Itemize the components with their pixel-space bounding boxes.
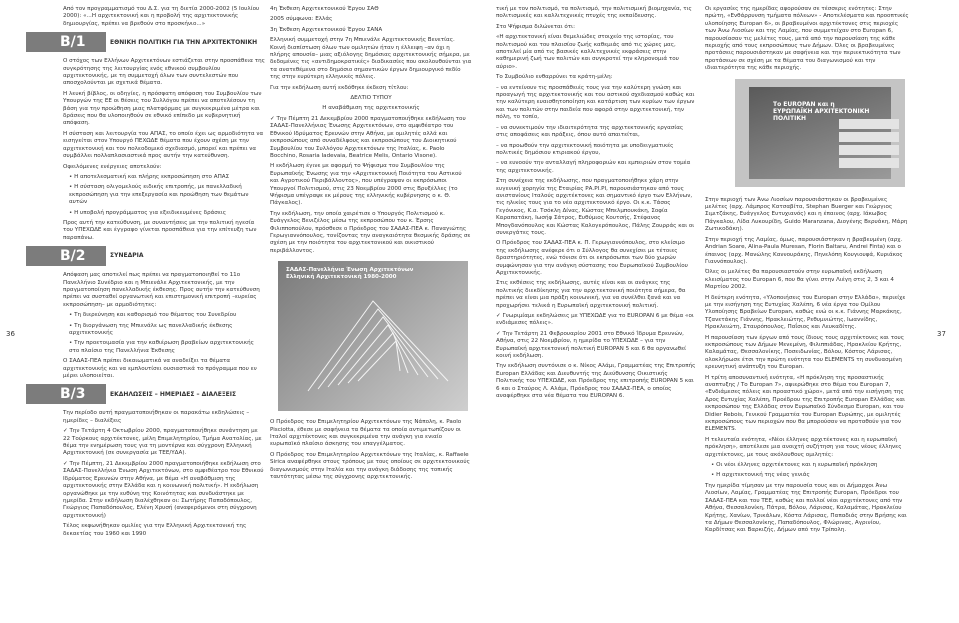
paragraph: Οι εργασίες της ημερίδας αφορούσαν σε τέσσερις ενότητες: Στην πρώτη, «Ενθάρρυνση τμήματα πόλεων» - Αποτελέσματα και προοπτικές υλοποίησης Europan 6», οι βραβευμένοι αρχιτέκτονες στις περιοχές των Άνω Λιοσίων και της Λαμίας, που συμμετείχαν στο Europan 6, παρουσίασαν τις μελέτες τους, μετά από την παρουσίαση της κάθε περιοχής από τους εκπροσώπους των Δήμων. Όλες οι βραβευμένες προτάσεις παρουσιάστηκαν με σαφήνεια και την περιεκτικότητα των προτάσεων σε σχέση με τα θέματα του διαγωνισμού και την ιδιαιτερότητα της κάθε περιοχής. [705,6,909,72]
bullet-item: • Οι νέοι έλληνες αρχιτέκτονες και η ευρωπαϊκή πρόκληση [711,462,878,469]
booklet-tile [839,119,899,129]
paragraph: Η τρίτη αποσυναντική ενότητα, «Η πρόκληση της προσαστικής αναπτυξης / Το Europan 7», αφιερώθηκε στο θέμα του Europan 7, «Ενδιάμεσες πόλεις και προαστικό χώρο», μετά από την εισήγηση της Δρος Ευτυχίας Χαλέπη, Προέδρου της Επιτροπής Europan Ελλάδας και εκπροσώπου της Ελλάδας στον Ευρωπαϊκό Σύνδεσμο Europan, και του Didier Rebois, Γενικού Γραμματέα του Europan Ευρώπης, με ομιλητές εκπροσώπους των περιοχών που θα μπορούσαν να προταθούν για τον ELEMENTS. [705,374,905,433]
booklet-tile [839,158,899,168]
paragraph: Η παρουσίαση των έργων από τους ίδιους τους αρχιτέκτονες και τους εκπροσώπους των Δήμων Μενεμένη, Φιλιππιάδας, Ηρακλείου Κρήτης, Καλαμάτας, Θεσσαλονίκης, Ποσειδωνίας, Βόλου, Κόστος Λάρισας, ολοκλήρωσε έτσι την πρώτη ενότητα του ELEMENTS τη συνδυασμένη ερευνητική ανάπτυξη του Europan. [705,334,905,371]
paragraph: Οφειλόμενες ενέργειες αποτελούν: [63,163,162,170]
paragraph: Την εκδήλωση συντόνισε ο κ. Νίκος Αλάμι, Γραμματέας της Επιτροπής Europan Ελλάδας και Διευθυντής της Διεύθυνσης Οικιστικής Πολιτικής του ΥΠΕΧΩΔΕ, και Πρόεδρος της επιτροπής EUROPAN 5 και 6 και ο Σταύρος Λ. Αλάμι, Πρόεδρος του ΣΑΔΑΣ-ΠΕΑ, ο οποίος αναφέρθηκε στα νέα θέματα του EUROPAN 6. [496,363,696,400]
section-b2-tag: B/2 [26,246,106,266]
bullet-item: • Η αρχιτεκτονική της νέας γενιάς [711,472,810,479]
paragraph: Η σύσταση και λειτουργία του ΑΠΑΣ, το οποίο έχει ως αρμοδιότητα να εισηγείται στον Υπουργό ΠΕΧΩΔΕ θέματα που έχουν σχέση με την αρχιτεκτονική και τον πολεοδομικό σχεδιασμό, μπορεί και πρέπει να συμβάλλει πολλαπλασιαστικά προς αυτήν την κατεύθυνση. [63,130,264,160]
booklet-title: Το EUROPAN και η [773,100,835,108]
poster-caption-2: Ελληνική Αρχιτεκτονική 1980-2000 [286,274,397,281]
section-b1-title: ΕΘΝΙΚΗ ΠΟΛΙΤΙΚΗ ΓΙΑ ΤΗΝ ΑΡΧΙΤΕΚΤΟΝΙΚΗ [110,38,258,46]
paragraph: Την περίοδο αυτή πραγματοποιήθηκαν οι παρακάτω εκδηλώσεις – ημερίδες – διαλέξεις [63,410,250,424]
press-release-heading: ΔΕΛΤΙΟ ΤΥΠΟΥ [350,95,392,102]
press-release-subtitle: Η αναβάθμιση της αρχιτεκτονικής [322,105,420,112]
bullet-item: • Τη διοργάνωση της Μπιενάλε ως πανελλαδικής έκθεσης αρχιτεκτονικής [69,322,233,336]
column-1 [60,6,266,618]
page-number-right: 37 [937,330,946,338]
booklet-subtitle: ΕΥΡΩΠΑΪΚΗ ΑΡΧΙΤΕΚΤΟΝΙΚΗ ΠΟΛΙΤΙΚΗ [773,108,870,123]
check-item: ✓ Την Πέμπτη 21 Δεκεμβρίου 2000 πραγματοποιήθηκε εκδήλωση του ΣΑΔΑΣ-Πανελλήνιας Ένωσης Αρχιτεκτόνων, στο αμφιθέατρο του Εθνικού Ιδρύματος Ερευνών στην Αθήνα, με ομιλητές αλλά και εκπροσώπους από συναδέλφους και εκπροσώπους του Διοικητικού Συμβουλίου του Συλλόγου Αρχιτεκτόνων της Ιταλίας, κ. Paolo Bocchino, Rosaria Iadevaia, Beatrice Melis, Ontario Visone). [270,115,466,159]
paragraph: Ο ΣΑΔΑΣ-ΠΕΑ πρέπει δικαιωματικά να αναδείξει τα θέματα αρχιτεκτονικής και να εμπλουτίσει ουσιαστικά το πρόγραμμα που εν μέρει υλοποιείται. [63,358,257,380]
paragraph: Η λευκή βίβλος, οι οδηγίες, η πρόσφατη απόφαση του Συμβουλίου των Υπουργών της ΕΕ οι θέσεις του Συλλόγου πρέπει να αποτελέσουν τη βάση για την προώθηση μιας πλατφόρμας με συγκεκριμένα μέτρα και δράσεις που θα υλοποιηθούν σε εθνικό επίπεδο με κυβερνητική απόφαση. [63,90,262,127]
poster-graphic [278,261,468,411]
dash-item: – να ευνοούν την ανταλλαγή πληροφοριών και εμπειριών στον τομέα της αρχιτεκτονικής. [496,160,691,174]
quote: «Η αρχιτεκτονική είναι θεμελιώδες στοιχείο της ιστορίας, του πολιτισμού και του πλαισίου ζωής καθεμιάς από τις χώρες μας, αποτελεί μία από τις βασικές καλλιτεχνικές εκφράσεις στην καθημερινή ζωή των πολιτών και συγκροτεί την κληρονομιά του αύριο». [496,34,679,70]
bullet-item: • Η υποβολή προγράμματος για εξειδικευμένες δράσεις [69,209,227,216]
intro-quote: Από τον προγραμματισμό του Δ.Σ. για τη διετία 2000-2002 (5 Ιουλίου 2000): «...Η αρχιτεκτονική και η προβολή της αρχιτεκτονικής δημιουργίας, πρέπει να βρεθούν στο προσκήνιο...» [63,6,260,27]
paragraph: Όλες οι μελέτες θα παρουσιαστούν στην ευρωπαϊκή εκδήλωση κλεισίματος του Europan 6, που θα γίνει στην Λιέγη στις 2, 3 και 4 Μαρτίου 2002. [705,269,894,291]
paragraph: Την εκδήλωση, την οποία χαιρέτισε ο Υπουργός Πολιτισμού κ. Ευάγγελος Βενιζέλος μέσω της εκπροσώπου του κ. Έρσης Φιλιπποπούλου, πρόσθεσε ο Πρόεδρος του ΣΑΔΑΣ-ΠΕΑ κ. Παναγιώτης Γερωγιαννόπουλος, τονίζοντας την αναγκαιότητα θεσμικής δράσης σε σχέση με την ποιότητα του αρχιτεκτονικού και οικιστικού περιβάλλοντος. [270,210,471,254]
bullet-item: • Η αποτελεσματική και πλήρης εκπροσώπηση στο ΑΠΑΣ [69,173,230,180]
paragraph: Στην περιοχή της Λαμίας, όμως, παρουσιάστηκαν η βραβευμένη (αρχ. Andrian Soare, Alina-Paula Muresan, Florin Baltaru, Andrei Finta) και ο έπαινος (αρχ. Μανώλης Καννουράκης, Πηνελόπη Κουγιουφά, Κυριάκος Γιαννόπουλος). [705,236,903,265]
line: 2005 σύμφωνα: Ελλάς [270,16,333,23]
bullet-item: • Τη διερεύνηση και καθορισμό του θέματος του Συνεδρίου [69,312,237,319]
paragraph: Για την εκδήλωση αυτή εκδόθηκε έκδεση τίτλου: [270,84,409,91]
paragraph: Η εκδήλωση έγινε με αφορμή το Ψήφισμα του Συμβουλίου της Ευρωπαϊκής Ένωσης για την «Αρχιτεκτονική Ποιότητα του Αστικού και Αγροτικού Περιβάλλοντος», που υπέγραψαν οι εκπρόσωποι Υπουργοί Πολιτισμού, στις 23 Νοεμβρίου 2000 στις Βρυξέλλες (το Ψήφισμα υπέγραψε εκ μέρους της ελληνικής κυβέρνησης ο κ. Θ. Πάγκαλος). [270,163,462,207]
paragraph: τική με τον πολιτισμό, τα πολιτισμό, την πολιτισμική βιομηχανία, τις πολιτισμικές και καλλιτεχνικές πτυχές της εκπαίδευσης. [496,6,692,20]
check-item: ✓ Την Πέμπτη, 21 Δεκεμβρίου 2000 πραγματοποιήθηκε εκδήλωση στο ΣΑΔΑΣ-Πανελλήνια Ένωση Αρχιτεκτόνων, στο αμφιθέατρο του Εθνικού Ιδρύματος Ερευνών στην Αθήνα, με θέμα «Η αναβάθμιση της αρχιτεκτονικής στην Ελλάδα και η κοινωνική πολιτική». Η εκδήλωση οργανώθηκε με την ευθύνη της Κοινότητας και συνδυάστηκε με ημερίδα. Στην εκδήλωση διαλέχθηκαν οι: Σωτήρης Παπαδόπουλος, Γεώργιος Παπαδόπουλος, Ελένη Χρυσή (αναφερόμενοι στη σύγχρονη αρχιτεκτονική) [63,460,264,519]
page-number-left: 36 [6,330,15,338]
section-b2-title: ΣΥΝΕΔΡΙΑ [110,252,144,260]
section-b1-header [60,32,266,52]
column-2 [270,6,472,618]
dash-item: – να προωθούν την αρχιτεκτονική ποιότητα με υποδειγματικές πολιτικές δημόσιου κτιριακού έργου, [496,142,674,156]
booklet-tile [839,145,899,155]
paragraph: Ο στόχος των Ελλήνων Αρχιτεκτόνων εστιάζεται στην προσπάθεια της συγκρότησης της λειτουργίας ενός εθνικού συμβουλίου αρχιτεκτονικής, με τη συμμετοχή όλων των συντελεστών που αποσχολούνται με σχετικά θέματα. [63,58,265,87]
dash-item: – να συνεκτιμούν την ιδιαιτερότητα της αρχιτεκτονικής εργασίας στις αποφάσεις και πράξεις, όπου αυτό απαιτείται, [496,124,684,139]
check-item: ✓ Την Τετάρτη 4 Οκτωβρίου 2000, πραγματοποιήθηκε συνάντηση με 22 Τούρκους αρχιτέκτονες, μέλη Επιμελητηρίου, Τμήμα Ανατολίας, με θέμα την ενημέρωση τους για τη μοντέρνα και σύγχρονη Ελληνική Αρχιτεκτονική (σε συνεργασία με ΤΕΕ/ΥΔΑ). [63,428,262,457]
bullet-item: • Η σύσταση ολιγομελούς ειδικής επιτροπής, με πανελλαδική εκπροσώπηση για την επεξεργασία και προώθηση των θεμάτων αυτών [69,184,249,206]
section-b3-header [60,384,266,404]
paragraph: Ο Πρόεδρος του Επιμελητηρίου Αρχιτεκτόνων της Ιταλίας, κ. Raffaele Sirica αναφέρθηκε στους τρόπους με τους οποίους σε αρχιτεκτονικούς διαγωνισμούς στην Ιταλία και την ανάγκη διάδοσης της τοπικής ταυτότητας μέσω της σύγχρονης αρχιτεκτονικής. [270,451,470,481]
paragraph: Στο Ψήφισμα διλώνεται ότι: [496,23,575,30]
column-4 [705,6,909,618]
dash-item: – να εντείνουν τις προσπάθειές τους για την καλύτερη γνώση και προαγωγή της αρχιτεκτονικής και του αστικού σχεδιασμού καθώς και την καλύτερη ευαισθητοποίηση και κατάρτιση των κυρίων των έργων και των πολιτών στην παιδεία που αφορά στην αρχιτεκτονική, την πόλη, το τοπίο, [496,84,695,121]
section-b3-tag: B/3 [26,384,106,404]
check-item: ✓ Γνωριμίαμε εκδηλώσεις με ΥΠΕΧΩΔΕ για το EUROPAN 6 με θέμα «οι ενδιάμεσες πόλεις». [496,313,694,327]
poster-caption-1: ΣΑΔΑΣ-Πανελλήνια Ένωση Αρχιτεκτόνων [286,267,414,274]
paragraph: Την ημερίδα τίμησαν με την παρουσία τους και οι Δήμαρχοι Άνω Λιοσίων, Λαμίας, Γραμματέας της Επιτροπής Europan, Πρόεδροι του ΣΑΔΑΣ-ΠΕΑ και του ΤΕΕ, καθώς και πολλοί νέοι αρχιτέκτονες από την Αθήνα, Θεσσαλονίκη, Πάτρα, Βόλου, Λάρισας, Καλαμάτας, Ηρακλείου Κρήτης, Χανίων, Τρικάλων, Κόστα Λάρισας, Παπαδιάς στην Βρήσης και τα Δήμων Θεσσαλονίκης, Παπαδόπουλος, Φλώρινας, Αγρινίου, Καρδίτσας και Βαρκιζής, Δήμων από την Τρίπολη. [705,482,907,534]
booklet-tile [839,132,899,142]
paragraph: Στις εκθέσεις της εκδήλωσης, αυτές είναι και οι ανάγκες της πολιτικής διεκδίκησης για την αρχιτεκτονική ποιότητα σήμερα, θα πρέπει να είναι μια πράξη κοινωνική, για να συνέλθει ξανά και να προχωρήσει τελικά η Ευρωπαϊκή αρχιτεκτονική πολιτική. [496,280,686,309]
bullet-item: • Την προετοιμασία για την καθιέρωση βραβείων αρχιτεκτονικής στο πλαίσιο της Πανελλήνια Έκθεσης [69,340,254,354]
paragraph: Στη συνέχεια της εκδήλωσης, που πραγματοποιήθηκε χάρη στην ευγενική χορηγία της Εταιρίας ΡΑ.ΡΙ.ΡΙ, παρουσιάστηκαν από τους ανιστανίους Ιταλούς αρχιτέκτονες και σημαντικό έργο των Ελλήνων, τις ηλικίες τους για το νέο αρχιτεκτονικό έργο. Οι κ.κ. Τάσος Γεγόνικος, Κ.α. Τσόκλη Δίνας, Κώστας Μπελμπουκάκη, Σοφία Καραπατάκη, Ιωσήφ Σάτρος, Ευθύμιος Κουτσής, Στέφανος Μπογδανόπουλος και Κώστας Καλογερόπουλος, Πάλης Ζουρράς και οι συνεργάτες τους. [496,178,695,236]
paragraph: Ο Πρόεδρος του ΣΑΔΑΣ-ΠΕΑ κ. Π. Γερωγιαννόπουλος, στο κλείσιμο της εκδήλωσης ανέφερε ότι ο Σύλλογος θα συνεχίσει με τέτοιες δραστηριότητες, ενώ τόνισε ότι οι εκπρόσωποι των δύο χωρών συμφώνησαν για την ανάγκη σύστασης του Ευρωπαϊκού Συμβουλίου Αρχιτεκτονικής. [496,240,688,276]
paragraph: Προς αυτή την κατεύθυνση, με συναντήσεις με την πολιτική ηγεσία του ΥΠΕΧΩΔΕ και έγγραφο γίνεται προσπάθεια για την επίτευξη των παραπάνω. [63,219,257,241]
paragraph: Στην περιοχή των Άνω Λιοσίων παρουσιάστηκαν οι βραβευμένες μελέτες (αρχ. Λάμπρος Κατσαβίτα, Stephan Buerger και Γεώργιος Σιμιτζάκης, Ευάγγελος Ευτυχιανός) και η έπαινος (αρχ. Ιάκωβος Πάγκαλου, Λίδα Λυκουρίδη, Guido Maranzana, Διογένης Βερυάκη, Μάρη Ζωτικοδάκη). [705,196,908,233]
europan-booklet-image [735,79,905,187]
paragraph: Το Συμβούλιο ενθαρρύνει τα κράτη-μέλη: [496,74,613,81]
paragraph: Απόφαση μας αποτελεί πως πρέπει να πραγματοποιηθεί το 11ο Πανελλήνιο Συνέδριο και η Μπιενάλε Αρχιτεκτονικής, με την πραγματοποίηση πανελλαδικής έκθεσης. Προς αυτήν την κατεύθυνση πρέπει να συσταθεί οργανωτική και επιστημονική επιτροπή –ευρείας εκπροσώπηση– με αρμοδιότητες: [63,272,260,308]
exhibition-poster-image [278,261,468,411]
column-3 [496,6,696,618]
paragraph: Τέλος εκφωνήθηκαν ομιλίες για την Ελληνική Αρχιτεκτονική της δεκαετίας του 1960 και 1990 [63,523,247,537]
paragraph: Η τελευταία ενότητα, «Νέοι έλληνες αρχιτέκτονες και η ευρωπαϊκή πρόκληση», αποτέλεσε μια ανοιχτή συζήτηση για τους νέους έλληνες αρχιτέκτονες, με τους ακόλουθους ομιλητές: [705,436,902,458]
section-b2-header [60,246,266,266]
check-item: ✓ Την Τετάρτη 21 Φεβρουαρίου 2001 στο Εθνικό Ίδρυμα Ερευνών, Αθήνα, στις 22 Νοεμβρίου, η ημερίδα το ΥΠΕΧΩΔΕ – για την Ευρωπαϊκή αρχιτεκτονική πολιτική EUROPAN 5 και 6 θα οργανωθεί κοινή εκδήλωση. [496,330,686,360]
paragraph: Η δεύτερη ενότητα, «Υλοποιήσεις του Europan στην Ελλάδα», περιείχε με την εισήγηση της Ευτυχίας Χαλέπη, 6 νέα έργα του Ομίλου Υλοποίησης Βραβείων Europan, καθώς ενώ οι κ.κ. Γιάννης Μαρκάκης, Τζανετάκης Γιάννης, Ηρακλειώτης, Ρεθυμνιώτης, Ιωαννίδης, Ηρακλειώτη, Σταυρόπουλος, Παΐσιος και Λευκαδίτης. [705,294,906,331]
paragraph: Ο Πρόεδρος του Επιμελητηρίου Αρχιτεκτόνων της Νάπολη, κ. Paolo Pisciotta, έθεσε με σαφήνεια τα θέματα τα οποία αντιμετωπίζουν οι Ιταλοί αρχιτέκτονες και συγκεκριμένα την ανάγκη για ενιαίο ευρωπαϊκό πλαίσιο άσκησης του επαγγέλματος. [270,419,462,448]
line: 4η Έκθεση Αρχιτεκτονικού Έργου ΣΑΘ [270,6,379,12]
section-b3-title: ΕΚΔΗΛΩΣΕΙΣ – ΗΜΕΡΙΔΕΣ – ΔΙΑΛΕΞΕΙΣ [110,390,237,398]
section-b1-tag: B/1 [26,32,106,52]
line: 3η Έκθεση Αρχιτεκτονικού Έργου ΣΑΝΑ [270,26,383,33]
paragraph: Ελληνική συμμετοχή στην 7η Μπιενάλε Αρχιτεκτονικής Βενετίας. Κοινή διαπίστωση όλων των ομιλητών ήταν η έλλειψη –αν όχι η πλήρης απουσία– μιας αξιόλογης δημόσιας αρχιτεκτονικής σήμερα, με δεδομένες τις «αντιδημοκρατικές» διαδικασίες που ακολουθούνται για τα ανατεθέμενα στο δημόσιο σημαντικών έργων δημιουργικό πεδίο της στην ευρύτερη ελληνικές πόλεις. [270,37,472,81]
